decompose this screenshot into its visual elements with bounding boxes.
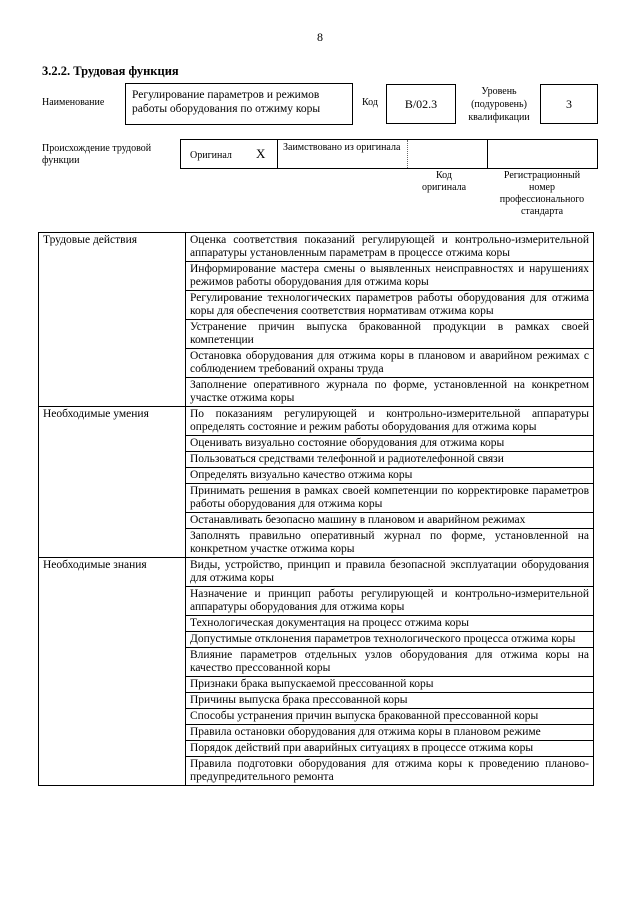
section-item-cell: Влияние параметров отдельных узлов оборудования для отжима коры на качество прессованной коры	[186, 648, 594, 677]
section-item-cell: Оценивать визуально состояние оборудования для отжима коры	[186, 436, 594, 452]
section-item-cell: Устранение причин выпуска бракованной продукции в рамках своей компетенции	[186, 320, 594, 349]
level-label: Уровень (подуровень) квалификации	[468, 86, 530, 123]
section-item-cell: Назначение и принцип работы регулирующей и контрольно-измерительной аппаратуры оборудования для отжима коры	[186, 587, 594, 616]
section-item-cell: Виды, устройство, принцип и правила безопасной эксплуатации оборудования для отжима коры	[186, 558, 594, 587]
section-item-cell: Информирование мастера смены о выявленных неисправностях и нарушениях режимов работы оборудования для отжима коры	[186, 262, 594, 291]
section-item-cell: Оценка соответствия показаний регулирующей и контрольно-измерительной аппаратуры установленным параметрам в процессе отжима коры	[186, 233, 594, 262]
origin-label: Происхождение трудовой функции	[42, 143, 152, 166]
level-value-box: 3	[540, 84, 598, 124]
table-row	[39, 233, 594, 262]
table-row	[39, 407, 594, 436]
section-item-cell: Причины выпуска брака прессованной коры	[186, 693, 594, 709]
original-check-mark: X	[256, 146, 266, 161]
section-category-cell: Необходимые знания	[39, 558, 186, 786]
section-category-cell: Трудовые действия	[39, 233, 186, 407]
code-label: Код	[362, 97, 378, 108]
page-number: 8	[317, 30, 323, 44]
section-item-cell: Пользоваться средствами телефонной и радиотелефонной связи	[186, 452, 594, 468]
section-item-cell: Регулирование технологических параметров работы оборудования для отжима коры для обеспечения соответствия нормативам отжима коры	[186, 291, 594, 320]
origin-divider-dotted	[407, 140, 408, 168]
section-item-cell: Правила подготовки оборудования для отжима коры к проведению планово-предупредительного ремонта	[186, 757, 594, 786]
section-title: 3.2.2. Трудовая функция	[42, 64, 179, 78]
original-option-label: Оригинал	[190, 150, 232, 161]
origin-box	[180, 139, 598, 169]
section-item-cell: Заполнение оперативного журнала по форме, установленной на конкретном участке отжима коры	[186, 378, 594, 407]
name-value-box: Регулирование параметров и режимов работы оборудования по отжиму коры	[125, 83, 353, 125]
section-item-cell: Способы устранения причин выпуска бракованной прессованной коры	[186, 709, 594, 725]
section-item-cell: Порядок действий при аварийных ситуациях в процессе отжима коры	[186, 741, 594, 757]
section-item-cell: Допустимые отклонения параметров технологического процесса отжима коры	[186, 632, 594, 648]
section-item-cell: Технологическая документация на процесс отжима коры	[186, 616, 594, 632]
origin-divider	[487, 140, 488, 168]
section-item-cell: Определять визуально качество отжима коры	[186, 468, 594, 484]
reg-number-label: Регистрационный номер профессионального стандарта	[499, 170, 585, 217]
section-item-cell: Признаки брака выпускаемой прессованной коры	[186, 677, 594, 693]
section-item-cell: Принимать решения в рамках своей компетенции по корректировке параметров работы оборудования для отжима коры	[186, 484, 594, 513]
section-item-cell: По показаниям регулирующей и контрольно-измерительной аппаратуры определять состояние и режим работы оборудования для отжима коры	[186, 407, 594, 436]
name-label: Наименование	[42, 97, 105, 108]
section-category-cell: Необходимые умения	[39, 407, 186, 558]
code-original-label: Код оригинала	[421, 170, 467, 193]
borrowed-option-label: Заимствовано из оригинала	[283, 142, 401, 153]
section-item-cell: Заполнять правильно оперативный журнал по форме, установленной на конкретном участке отжима коры	[186, 529, 594, 558]
section-item-cell: Остановка оборудования для отжима коры в плановом и аварийном режимах с соблюдением требований охраны труда	[186, 349, 594, 378]
function-table	[38, 232, 594, 786]
section-item-cell: Останавливать безопасно машину в плановом и аварийном режимах	[186, 513, 594, 529]
table-row	[39, 558, 594, 587]
origin-divider	[277, 140, 278, 168]
section-item-cell: Правила остановки оборудования для отжима коры в плановом режиме	[186, 725, 594, 741]
code-value-box: B/02.3	[386, 84, 456, 124]
